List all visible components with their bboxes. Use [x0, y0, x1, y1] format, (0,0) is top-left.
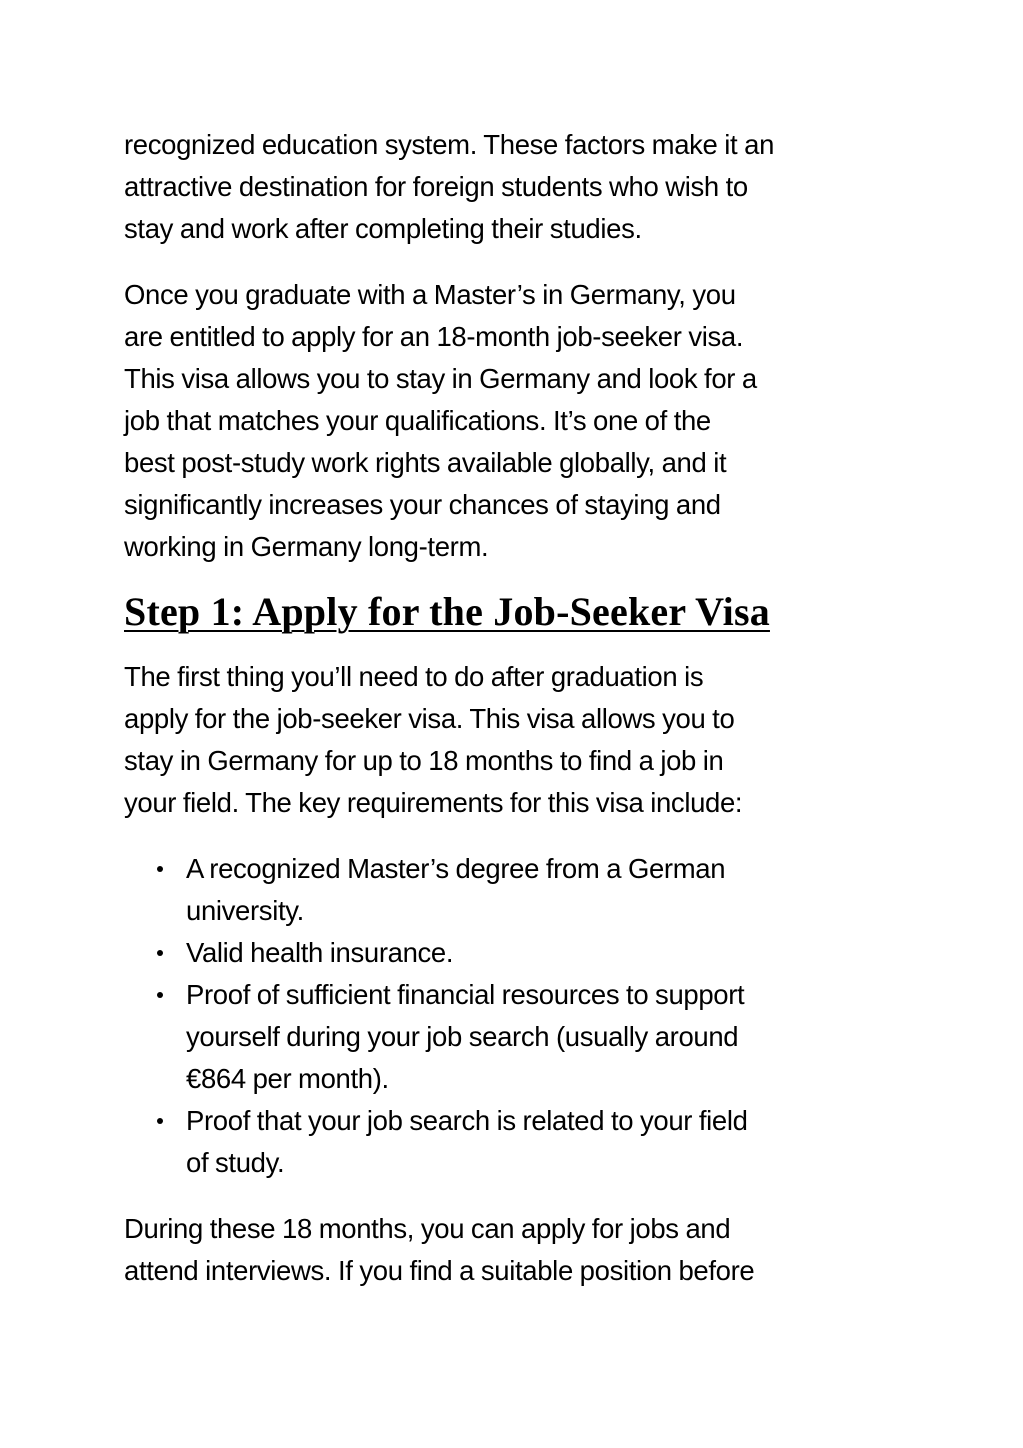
list-item: [124, 932, 899, 974]
bullet-icon: [157, 1118, 163, 1124]
bullet-icon: [157, 950, 163, 956]
text-line: During these 18 months, you can apply for jobs and: [124, 1213, 731, 1244]
paragraph-job-seeker-visa-intro: [124, 274, 899, 568]
document-page: [124, 124, 899, 1316]
text-line: Once you graduate with a Master’s in Germany, you: [124, 279, 736, 310]
text-line: yourself during your job search (usually around: [186, 1021, 739, 1052]
text-line: recognized education system. These factors make it an: [124, 129, 775, 160]
section-heading: Step 1: Apply for the Job-Seeker Visa: [124, 589, 770, 634]
text-line: of study.: [186, 1147, 285, 1178]
text-line: A recognized Master’s degree from a German: [186, 853, 726, 884]
text-line: Proof of sufficient financial resources to support: [186, 979, 745, 1010]
bullet-icon: [157, 992, 163, 998]
text-line: working in Germany long-term.: [124, 531, 489, 562]
text-line: stay and work after completing their studies.: [124, 213, 642, 244]
text-line: best post-study work rights available globally, and it: [124, 447, 727, 478]
list-item: [124, 974, 899, 1100]
text-line: stay in Germany for up to 18 months to find a job in: [124, 745, 724, 776]
text-line: attractive destination for foreign students who wish to: [124, 171, 748, 202]
text-line: significantly increases your chances of staying and: [124, 489, 721, 520]
text-line: €864 per month).: [186, 1063, 389, 1094]
text-line: This visa allows you to stay in Germany and look for a: [124, 363, 757, 394]
text-line: The first thing you’ll need to do after graduation is: [124, 661, 704, 692]
text-line: apply for the job-seeker visa. This visa allows you to: [124, 703, 735, 734]
paragraph-requirements-intro: [124, 656, 899, 824]
text-line: university.: [186, 895, 304, 926]
list-item: [124, 1100, 899, 1184]
requirements-list: [124, 848, 899, 1184]
text-line: are entitled to apply for an 18-month job-seeker visa.: [124, 321, 744, 352]
text-line: your field. The key requirements for this visa include:: [124, 787, 743, 818]
paragraph-education-system: [124, 124, 899, 250]
text-line: Proof that your job search is related to your field: [186, 1105, 748, 1136]
list-item: [124, 848, 899, 932]
text-line: attend interviews. If you find a suitable position before: [124, 1255, 755, 1286]
bullet-icon: [157, 866, 163, 872]
text-line: job that matches your qualifications. It’s one of the: [124, 405, 711, 436]
paragraph-closing: [124, 1208, 899, 1292]
text-line: Valid health insurance.: [186, 937, 454, 968]
